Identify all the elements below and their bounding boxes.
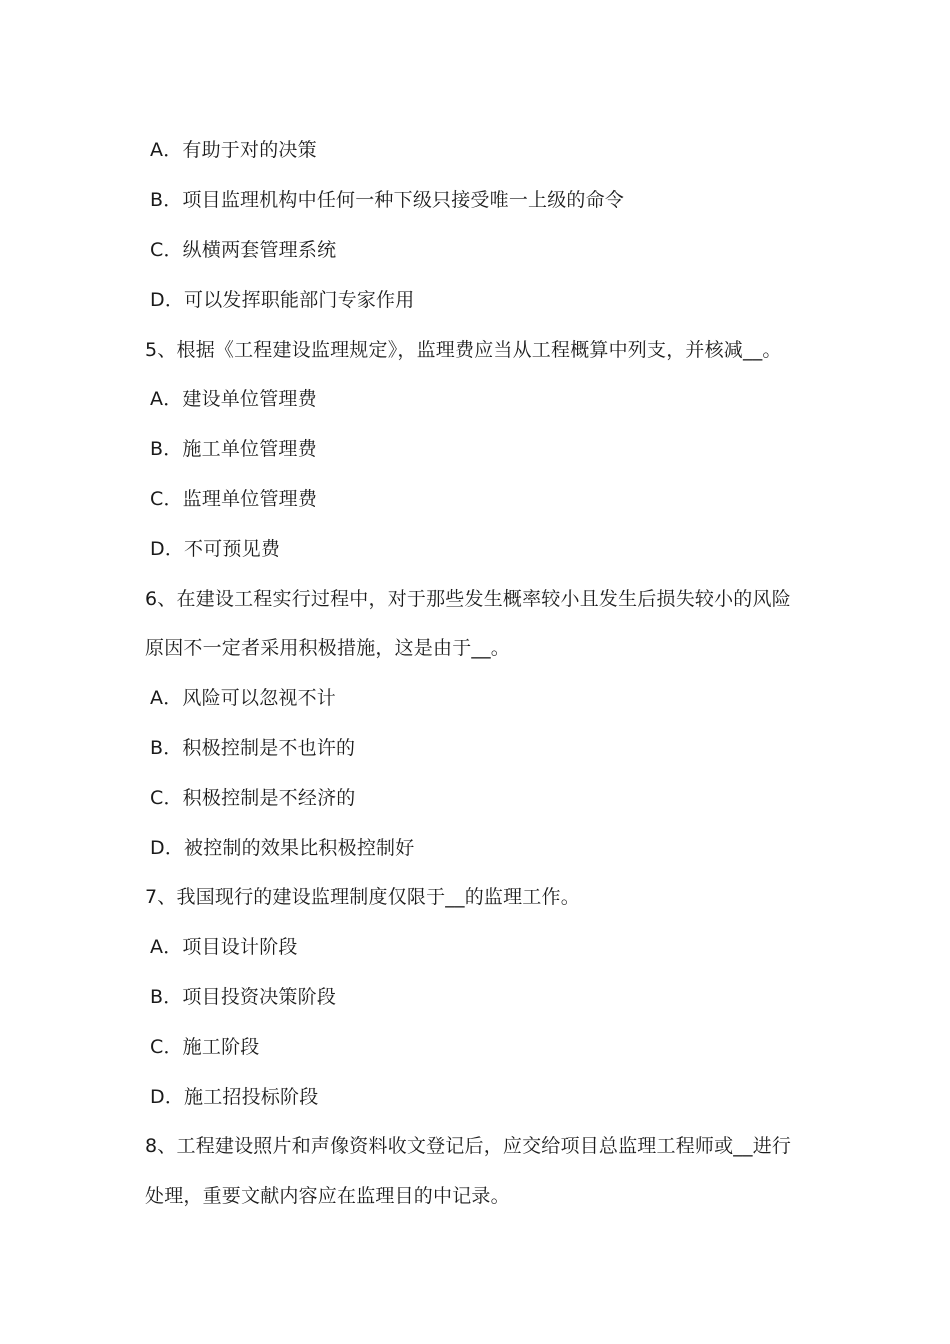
option-b: B．积极控制是不也许的 bbox=[150, 737, 356, 759]
question-5: 5、根据《工程建设监理规定》，监理费应当从工程概算中列支，并核减__。 bbox=[145, 339, 782, 361]
option-c: C．纵横两套管理系统 bbox=[150, 239, 337, 261]
option-d: D．不可预见费 bbox=[150, 538, 281, 560]
question-8: 8、工程建设照片和声像资料收文登记后，应交给项目总监理工程师或__进行 bbox=[145, 1135, 792, 1157]
question-7: 7、我国现行的建设监理制度仅限于__的监理工作。 bbox=[145, 886, 580, 908]
option-a: A．有助于对的决策 bbox=[150, 139, 317, 161]
option-d: D．可以发挥职能部门专家作用 bbox=[150, 289, 415, 311]
option-b: B．施工单位管理费 bbox=[150, 438, 317, 460]
question-6-continued: 原因不一定者采用积极措施，这是由于__。 bbox=[145, 637, 511, 659]
question-6: 6、在建设工程实行过程中，对于那些发生概率较小且发生后损失较小的风险 bbox=[145, 588, 791, 610]
option-c: C．施工阶段 bbox=[150, 1036, 260, 1058]
option-c: C．监理单位管理费 bbox=[150, 488, 318, 510]
option-c: C．积极控制是不经济的 bbox=[150, 787, 356, 809]
option-d: D．施工招投标阶段 bbox=[150, 1086, 319, 1108]
option-a: A．建设单位管理费 bbox=[150, 388, 317, 410]
question-8-continued: 处理，重要文献内容应在监理目的中记录。 bbox=[145, 1185, 510, 1207]
option-a: A．项目设计阶段 bbox=[150, 936, 298, 958]
option-d: D．被控制的效果比积极控制好 bbox=[150, 837, 415, 859]
option-b: B．项目投资决策阶段 bbox=[150, 986, 337, 1008]
option-a: A．风险可以忽视不计 bbox=[150, 687, 336, 709]
option-b: B．项目监理机构中任何一种下级只接受唯一上级的命令 bbox=[150, 189, 625, 211]
